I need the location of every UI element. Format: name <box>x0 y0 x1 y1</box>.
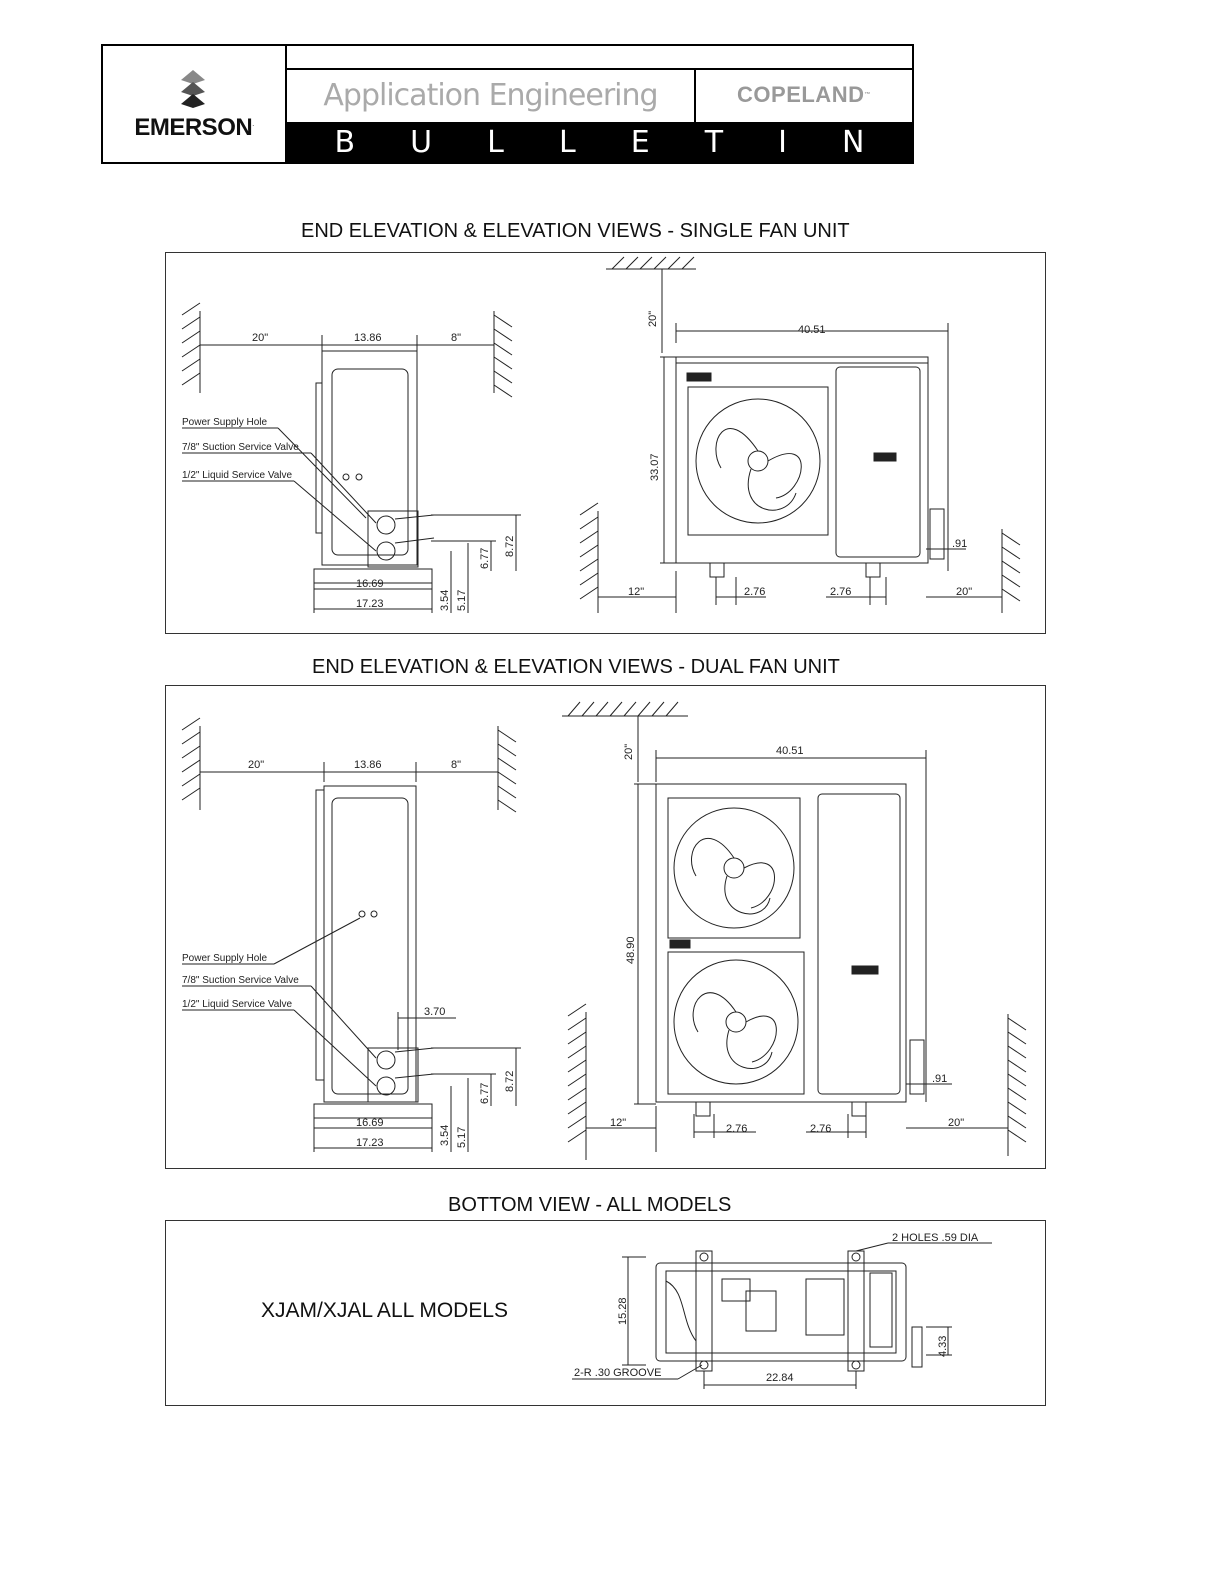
logo-cell <box>103 46 287 162</box>
liquid-valve-label: 1/2" Liquid Service Valve <box>182 999 293 1010</box>
app-engineering-label: Application Engineering <box>287 68 696 122</box>
dim-base2: 17.23 <box>356 598 384 610</box>
bulletin-letter: L <box>558 124 576 160</box>
bottom-view-panel <box>165 1220 1046 1406</box>
single-fan-drawing <box>166 253 1044 632</box>
dim-foot2: 2.76 <box>830 586 852 598</box>
dim-side-left: 12" <box>610 1117 627 1129</box>
bulletin-letter: U <box>410 124 433 160</box>
bulletin-letter: N <box>842 124 865 160</box>
dim-side-right: 20" <box>948 1117 965 1129</box>
dim-valve-offset: 3.70 <box>424 1006 446 1018</box>
dim-foot1: 2.76 <box>744 586 766 598</box>
dim-height: 33.07 <box>649 453 661 481</box>
dim-right-clear: 8" <box>451 759 462 771</box>
bulletin-letter: I <box>778 124 787 160</box>
dim-h2: 5.17 <box>456 589 468 611</box>
dim-valve: .91 <box>932 1073 948 1085</box>
dim-base1: 16.69 <box>356 1117 384 1129</box>
top-strip <box>287 46 912 70</box>
suction-valve-label: 7/8" Suction Service Valve <box>182 442 299 453</box>
dim-foot1: 2.76 <box>726 1123 748 1135</box>
dim-base1: 16.69 <box>356 578 384 590</box>
single-fan-panel <box>165 252 1046 634</box>
power-supply-label: Power Supply Hole <box>182 953 268 964</box>
dim-width: 40.51 <box>776 745 804 757</box>
dim-right-clear: 8" <box>451 332 462 344</box>
dim-side-left: 12" <box>628 586 645 598</box>
dim-depth: 13.86 <box>354 759 382 771</box>
dim-height: 48.90 <box>625 936 637 964</box>
models-label: XJAM/XJAL ALL MODELS <box>261 1299 509 1322</box>
bulletin-header <box>101 44 914 164</box>
dim-side-right: 20" <box>956 586 973 598</box>
dim-left-clear: 20" <box>248 759 265 771</box>
power-supply-label: Power Supply Hole <box>182 417 268 428</box>
dim-foot2: 2.76 <box>810 1123 832 1135</box>
brand-logo: COPELAND ™ <box>737 82 871 107</box>
dim-width: 40.51 <box>798 324 826 336</box>
bottom-view-drawing <box>166 1221 1044 1404</box>
dim-depth: 15.28 <box>617 1297 629 1325</box>
bulletin-banner <box>287 122 912 162</box>
dim-h1: 3.54 <box>439 589 451 611</box>
single-fan-title: END ELEVATION & ELEVATION VIEWS - SINGLE FAN UNIT <box>301 220 850 242</box>
dual-fan-panel <box>165 685 1046 1169</box>
dim-span: 22.84 <box>766 1372 794 1384</box>
emerson-logo-icon <box>175 70 211 114</box>
bulletin-letter: B <box>334 124 356 160</box>
liquid-valve-label: 1/2" Liquid Service Valve <box>182 470 293 481</box>
dim-valve: .91 <box>952 538 968 550</box>
company-name: EMERSON. <box>134 114 254 141</box>
dim-valve: 4.33 <box>937 1335 949 1357</box>
dim-top-clear: 20" <box>647 310 659 327</box>
bulletin-letter: T <box>704 124 724 160</box>
dim-h3: 6.77 <box>479 1082 491 1104</box>
dim-top-clear: 20" <box>623 743 635 760</box>
dim-base2: 17.23 <box>356 1137 384 1149</box>
groove-label: 2-R .30 GROOVE <box>574 1367 662 1379</box>
dim-depth: 13.86 <box>354 332 382 344</box>
bottom-view-title: BOTTOM VIEW - ALL MODELS <box>448 1194 732 1216</box>
suction-valve-label: 7/8" Suction Service Valve <box>182 975 299 986</box>
dual-fan-title: END ELEVATION & ELEVATION VIEWS - DUAL FAN UNIT <box>312 656 840 678</box>
bulletin-letter: E <box>630 124 650 160</box>
dim-h2: 5.17 <box>456 1126 468 1148</box>
holes-label: 2 HOLES .59 DIA <box>892 1232 979 1244</box>
dim-h3: 6.77 <box>479 547 491 569</box>
dim-h1: 3.54 <box>439 1124 451 1146</box>
bulletin-letter: L <box>487 124 504 160</box>
dim-h4: 8.72 <box>504 1070 516 1092</box>
dual-fan-drawing <box>166 686 1044 1167</box>
dim-left-clear: 20" <box>252 332 269 344</box>
dim-h4: 8.72 <box>504 535 516 557</box>
